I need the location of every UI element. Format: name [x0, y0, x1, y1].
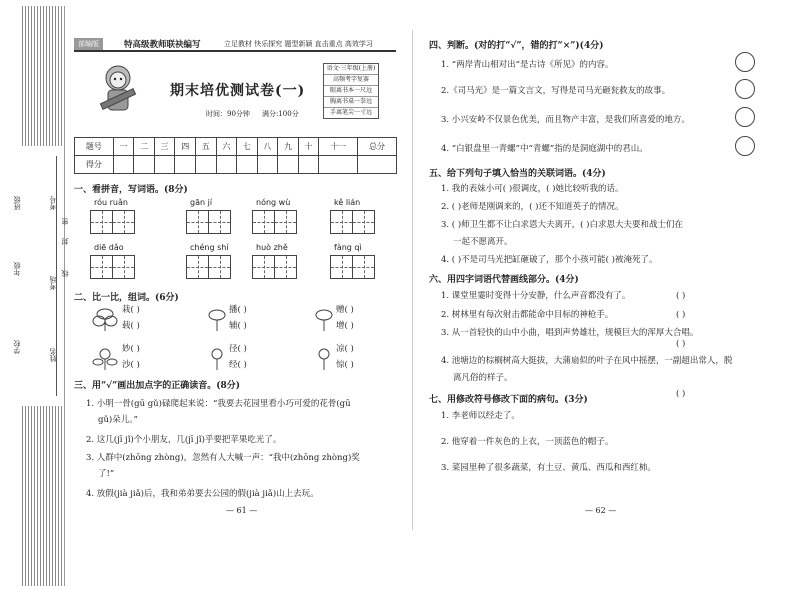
section4-title: 四、判断。(对的打“√”，错的打“×”)(4分)	[429, 41, 604, 51]
exam-score: 满分:100分	[262, 110, 299, 118]
score-input[interactable]	[358, 156, 397, 174]
answer-blank[interactable]: ( )	[676, 339, 686, 349]
pinyin-label: huò zhě	[256, 243, 288, 252]
compare-item[interactable]: 载( )	[122, 321, 140, 331]
page-number: — 61 —	[226, 506, 258, 515]
guide-line	[353, 222, 374, 223]
score-cell: 三	[154, 138, 175, 156]
guide-line	[275, 222, 296, 223]
writing-box[interactable]	[330, 255, 353, 279]
question-line: 3. 从一首轻快的山中小曲，唱到声势雄壮，规模巨大的浑厚大合唱。	[441, 328, 699, 338]
pinyin-label: diē dǎo	[94, 243, 124, 252]
question-line: 2. 这几(jī jǐ)个小朋友，几(jī jǐ)乎要把苹果吃光了。	[86, 435, 282, 445]
score-input[interactable]	[196, 156, 217, 174]
guide-line	[253, 267, 274, 268]
section2-title: 二、比一比，组词。(6分)	[74, 293, 179, 303]
score-cell: 十	[298, 138, 319, 156]
question-line: 一起不愿离开。	[453, 237, 513, 247]
info-line: 高频考字复赛	[324, 75, 378, 86]
writing-box[interactable]	[208, 255, 231, 279]
writing-box[interactable]	[352, 210, 375, 234]
section3-title: 三、用“√”画出加点字的正确读音。(8分)	[74, 381, 241, 391]
answer-flower-box[interactable]	[735, 79, 755, 99]
pinyin-label: róu ruǎn	[94, 198, 128, 207]
question-line[interactable]: 1. 我的表妹小可( )很调皮，( )她比较听我的话。	[441, 184, 624, 194]
field-grade: 年级	[13, 262, 21, 276]
guide-line	[187, 267, 208, 268]
writing-box[interactable]	[208, 210, 231, 234]
writing-box[interactable]	[352, 255, 375, 279]
cut-mark: 密	[61, 218, 69, 225]
compare-item[interactable]: 凉( )	[336, 344, 354, 354]
question-line: 4. 池塘边的棕榈树高大挺拔，大蒲扇似的叶子在风中摇摆，一副超出常人，脱	[441, 356, 733, 366]
score-label: 得分	[75, 156, 114, 174]
question-line: 4. “白银盘里一青螺”中“青螺”指的是洞庭湖中的君山。	[441, 144, 648, 154]
question-line[interactable]: 2. ( )老师是刚调来的，( )还不知道英子的情况。	[441, 202, 624, 212]
writing-box[interactable]	[90, 255, 113, 279]
exam-time: 时间：90分钟	[206, 110, 250, 118]
score-input[interactable]	[175, 156, 196, 174]
section6-title: 六、用四字词语代替画线部分。(4分)	[429, 275, 579, 285]
header-rule	[74, 50, 396, 52]
flower-picture	[92, 345, 118, 371]
answer-flower-box[interactable]	[735, 136, 755, 156]
question-line: 3. 小兴安岭不仅景色优美，而且物产丰富，是我们所喜爱的地方。	[441, 115, 690, 125]
compare-item[interactable]: 径( )	[229, 344, 247, 354]
question-line: 1. 小明一骨(gū gǔ)碌爬起来说：“我要去花园里看小巧可爱的花骨(gū	[86, 399, 351, 409]
guide-line	[331, 222, 352, 223]
writing-box[interactable]	[112, 210, 135, 234]
compare-item[interactable]: 经( )	[229, 360, 247, 370]
guide-line	[187, 222, 208, 223]
pinyin-label: chéng shí	[190, 243, 229, 252]
info-line: 手离笔尖一寸远	[329, 109, 372, 116]
score-cell: 十一	[319, 138, 358, 156]
field-id: 考号	[49, 196, 57, 210]
writing-box[interactable]	[274, 210, 297, 234]
score-cell: 二	[134, 138, 155, 156]
question-line: 2. 树林里有每次射击都能命中目标的神枪手。	[441, 310, 614, 320]
stripe-pattern	[22, 6, 62, 146]
page-divider	[412, 30, 413, 530]
answer-blank[interactable]: ( )	[676, 389, 686, 399]
score-input[interactable]	[134, 156, 155, 174]
score-cell: 题号	[75, 138, 114, 156]
question-line[interactable]: 4. ( )不是司马光把缸砸破了，那个小孩可能( )被淹死了。	[441, 255, 658, 265]
exam-info-box	[323, 63, 379, 119]
binding-strip	[22, 6, 65, 586]
score-input[interactable]	[298, 156, 319, 174]
question-line: 离凡俗的样子。	[453, 373, 513, 383]
cut-mark: 封	[61, 238, 69, 245]
score-input-row	[75, 156, 397, 174]
pinyin-label: nóng wù	[256, 198, 291, 207]
guide-line	[113, 222, 134, 223]
header-bar	[74, 38, 396, 52]
plant-picture	[311, 306, 337, 332]
writing-box[interactable]	[186, 210, 209, 234]
writing-box[interactable]	[252, 210, 275, 234]
answer-flower-box[interactable]	[735, 107, 755, 127]
page-number: — 62 —	[585, 506, 617, 515]
question-line: 2. 他穿着一件灰色的上衣，一顶蓝色的帽子。	[441, 437, 614, 447]
score-cell: 五	[196, 138, 217, 156]
score-input[interactable]	[319, 156, 358, 174]
info-line: 胸离书桌一拳远	[324, 97, 378, 108]
question-line: 1. 课堂里霎时变得十分安静，什么声音都没有了。	[441, 291, 631, 301]
score-input[interactable]	[216, 156, 237, 174]
score-input[interactable]	[278, 156, 299, 174]
score-table	[74, 137, 397, 174]
compare-item[interactable]: 惊( )	[336, 360, 354, 370]
plant-picture	[204, 306, 230, 332]
compare-item[interactable]: 播( )	[229, 305, 247, 315]
score-cell: 八	[257, 138, 278, 156]
guide-line	[331, 267, 352, 268]
field-class: 班级	[13, 196, 21, 210]
guide-line	[91, 222, 112, 223]
question-line: 1. 李老师以经走了。	[441, 411, 520, 421]
answer-blank[interactable]: ( )	[676, 291, 686, 301]
pinyin-label: kě lián	[334, 198, 361, 207]
question-line: 了!”	[98, 469, 115, 479]
guide-line	[209, 222, 230, 223]
guide-line	[209, 267, 230, 268]
score-cell: 六	[216, 138, 237, 156]
answer-blank[interactable]: ( )	[676, 310, 686, 320]
score-header-row	[75, 138, 397, 156]
compare-item[interactable]: 辅( )	[229, 321, 247, 331]
section7-title: 七、用修改符号修改下面的病句。(3分)	[429, 395, 588, 405]
score-input[interactable]	[257, 156, 278, 174]
guide-line	[113, 267, 134, 268]
field-name: 姓名	[49, 348, 57, 362]
field-room: 考场	[49, 276, 57, 290]
edition-badge: 部编版	[74, 38, 103, 50]
pinyin-label: fàng qì	[334, 243, 362, 252]
plant-picture	[92, 306, 118, 332]
score-cell: 一	[113, 138, 134, 156]
guide-line	[253, 222, 274, 223]
pinyin-label: gān jí	[190, 198, 213, 207]
field-school: 学校	[13, 340, 21, 354]
score-input[interactable]	[237, 156, 258, 174]
stripe-pattern	[22, 406, 62, 586]
question-line: gǔ)朵儿。”	[98, 415, 138, 425]
question-line[interactable]: 3. ( )师卫生都不让白求恩大夫离开，( )白求恩大夫要和战士们在	[441, 220, 683, 230]
exam-title: 期末培优测试卷(一)	[170, 83, 306, 99]
compare-item[interactable]: 沙( )	[122, 360, 140, 370]
question-line: 2.《司马光》是一篇文言文，写得是司马光砸瓮救友的故事。	[441, 86, 671, 96]
section1-title: 一、看拼音，写词语。(8分)	[74, 185, 188, 195]
header-slogan: 立足教材 快乐探究 题型新颖 直击重点 高效学习	[224, 40, 373, 48]
compare-item[interactable]: 栽( )	[122, 305, 140, 315]
guide-line	[353, 267, 374, 268]
score-cell: 七	[237, 138, 258, 156]
question-line: 3. 菜园里种了很多蔬菜，有土豆、黄瓜、西瓜和西红柿。	[441, 463, 656, 473]
info-line: 语文·三年级(上册)	[324, 64, 378, 75]
question-line: 4. 放假(jià jiǎ)后，我和弟弟要去公园的假(jià jiǎ)山上去玩。	[86, 489, 319, 499]
plant-picture	[204, 345, 230, 371]
score-cell: 九	[278, 138, 299, 156]
guide-line	[275, 267, 296, 268]
score-cell: 总分	[358, 138, 397, 156]
writing-box[interactable]	[186, 255, 209, 279]
writing-box[interactable]	[90, 210, 113, 234]
cut-mark: 线	[61, 270, 69, 277]
info-line: 眼离书本一尺远	[324, 86, 378, 97]
writing-box[interactable]	[112, 255, 135, 279]
compare-item[interactable]: 增( )	[336, 321, 354, 331]
score-input[interactable]	[113, 156, 134, 174]
score-cell: 四	[175, 138, 196, 156]
writing-box[interactable]	[330, 210, 353, 234]
score-input[interactable]	[154, 156, 175, 174]
section5-title: 五、给下列句子填入恰当的关联词语。(4分)	[429, 169, 606, 179]
answer-flower-box[interactable]	[735, 52, 755, 72]
plant-picture	[311, 345, 337, 371]
question-line: 1. “两岸青山相对出”是古诗《所见》的内容。	[441, 60, 614, 70]
compare-item[interactable]: 妙( )	[122, 344, 140, 354]
mascot-illustration	[96, 62, 140, 118]
writing-box[interactable]	[252, 255, 275, 279]
header-title: 特高级教师联袂编写	[124, 40, 201, 50]
compare-item[interactable]: 赠( )	[336, 305, 354, 315]
guide-line	[91, 267, 112, 268]
writing-box[interactable]	[274, 255, 297, 279]
question-line: 3. 人群中(zhōng zhòng)，忽然有人大喊一声：“我中(zhōng zhòng)奖	[86, 453, 360, 463]
